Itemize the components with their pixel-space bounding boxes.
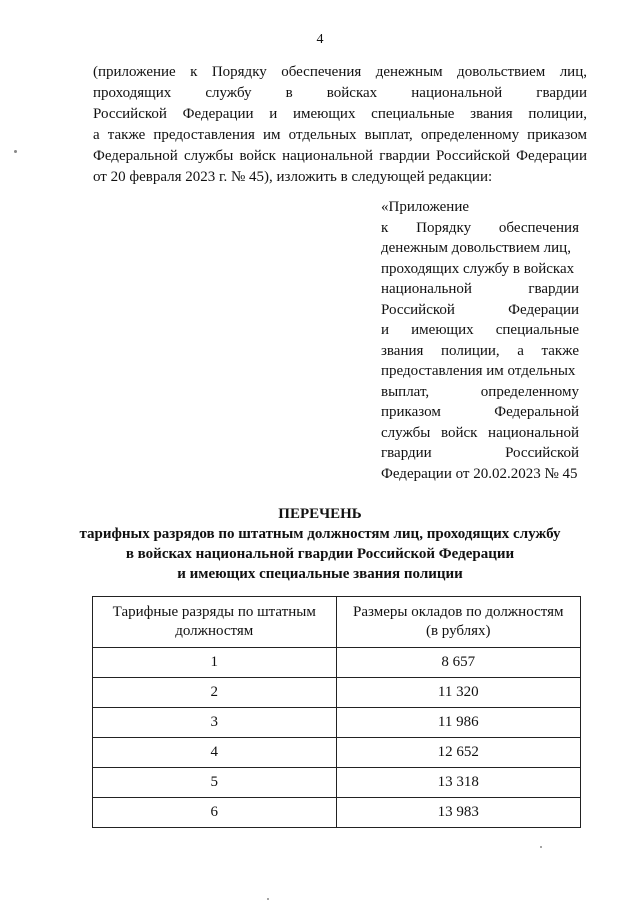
grade-cell: 1 <box>93 648 337 678</box>
table-row <box>93 768 581 798</box>
salary-cell: 11 986 <box>336 708 581 738</box>
table-row <box>93 648 581 678</box>
scan-speck <box>14 150 17 153</box>
grade-cell: 4 <box>93 738 337 768</box>
table-row <box>93 738 581 768</box>
salary-cell: 13 318 <box>336 768 581 798</box>
appendix-line: звания полиции, а также <box>381 342 579 359</box>
header-text: (в рублях) <box>425 623 491 639</box>
salary-cell: 11 320 <box>336 678 581 708</box>
header-tariff-grade <box>93 597 337 648</box>
appendix-line: предоставления им отдельных <box>381 363 576 379</box>
intro-line: (приложение к Порядку обеспечения денежным довольствием лиц, <box>93 64 587 80</box>
intro-line: от 20 февраля 2023 г. № 45), изложить в следующей редакции: <box>93 169 493 185</box>
grade-cell: 6 <box>93 798 337 828</box>
appendix-line: выплат, определенному <box>381 383 579 400</box>
appendix-line: гвардии Российской <box>381 445 579 461</box>
table-row <box>93 798 581 828</box>
header-text: Тарифные разряды по штатным <box>112 604 316 620</box>
intro-line: а также предоставления им отдельных выплат, определенному приказом <box>93 127 587 143</box>
appendix-reference <box>381 197 579 484</box>
appendix-line: Российской Федерации <box>381 301 579 318</box>
list-subtitle-line: и имеющих специальные звания полиции <box>177 566 463 582</box>
intro-line: проходящих службу в войсках национальной гвардии <box>93 85 587 101</box>
appendix-line: службы войск национальной <box>381 424 579 441</box>
table-header-row <box>93 597 581 648</box>
grade-cell: 3 <box>93 708 337 738</box>
intro-line: Федеральной службы войск национальной гвардии Российской Федерации <box>93 148 587 164</box>
list-subtitle-line: в войсках национальной гвардии Российской Федерации <box>125 546 515 562</box>
salary-cell: 12 652 <box>336 738 581 768</box>
grade-cell: 5 <box>93 768 337 798</box>
appendix-line: национальной гвардии <box>381 281 579 297</box>
header-text: должностям <box>175 623 254 639</box>
appendix-line: Федерации от 20.02.2023 № 45 <box>381 465 578 482</box>
appendix-line: и имеющих специальные <box>381 322 579 338</box>
intro-paragraph <box>93 62 587 188</box>
salary-cell: 13 983 <box>336 798 581 828</box>
appendix-line: проходящих службу в войсках <box>381 260 575 277</box>
salary-cell: 8 657 <box>336 648 581 678</box>
list-subtitle-line: тарифных разрядов по штатным должностям лиц, проходящих службу <box>79 526 561 542</box>
table-row <box>93 708 581 738</box>
appendix-line: денежным довольствием лиц, <box>381 240 571 256</box>
list-heading <box>0 504 640 584</box>
table-row <box>93 678 581 708</box>
appendix-line: «Приложение <box>381 199 470 215</box>
header-salary-amount <box>336 597 581 648</box>
grade-cell: 2 <box>93 678 337 708</box>
list-title: ПЕРЕЧЕНЬ <box>278 506 362 522</box>
intro-line: Российской Федерации и имеющих специальные звания полиции, <box>93 106 587 122</box>
scan-speck <box>540 846 542 848</box>
appendix-line: к Порядку обеспечения <box>381 219 579 236</box>
page-number: 4 <box>316 32 324 47</box>
salary-table <box>92 596 581 828</box>
appendix-line: приказом Федеральной <box>381 404 579 420</box>
header-text: Размеры окладов по должностям <box>353 604 564 620</box>
scan-speck <box>267 898 269 900</box>
